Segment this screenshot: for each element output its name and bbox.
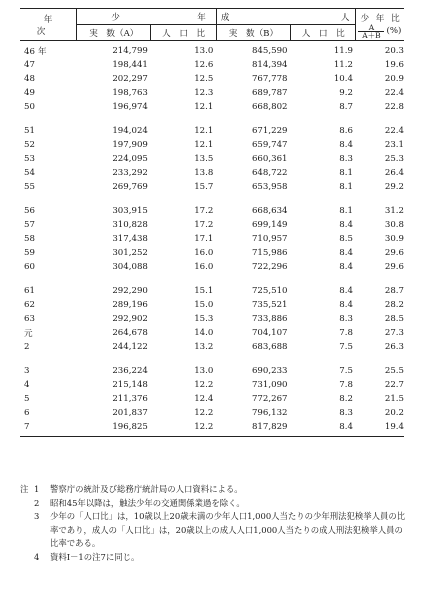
notes-label: [20, 497, 34, 511]
year-value: 62: [24, 300, 35, 310]
youth-count-cell: 233,292: [112, 168, 148, 178]
youth-count-cell: 292,290: [112, 286, 148, 296]
ratio-title: 少 年 比: [360, 13, 402, 24]
year-cell: [20, 58, 77, 72]
table-row: [20, 204, 404, 218]
youth-ratio-cell: 29.6: [384, 262, 404, 272]
year-cell: [20, 166, 77, 180]
youth-rate-cell: 15.3: [194, 314, 214, 324]
adult-rate-cell: 10.4: [333, 74, 353, 84]
table-row: [20, 406, 404, 420]
table-row: [20, 420, 404, 437]
table-row: [20, 86, 404, 100]
year-value: 55: [24, 182, 35, 192]
adult-count-cell: 733,886: [251, 314, 288, 324]
youth-count-cell: 198,763: [112, 88, 148, 98]
youth-count-cell: 310,828: [112, 220, 148, 230]
adult-rate-cell: 7.8: [339, 328, 353, 338]
year-value: 56: [24, 206, 35, 216]
note-number: 3: [34, 511, 40, 522]
youth-ratio-cell: 19.4: [356, 420, 404, 437]
youth-rate-cell: 12.1: [194, 140, 214, 150]
youth-count-cell: 289,196: [112, 300, 148, 310]
table-row: [20, 138, 404, 152]
adult-rate-cell: 8.3: [339, 314, 353, 324]
year-cell: [20, 260, 77, 274]
adult-rate-cell: 8.4: [339, 220, 353, 230]
adult-rate-cell: 8.1: [339, 206, 353, 216]
group-spacer: [20, 354, 404, 364]
year-cell: [20, 124, 77, 138]
year-cell: [20, 392, 77, 406]
youth-count-cell: 224,095: [112, 154, 148, 164]
adult-rate-cell: 8.2: [339, 394, 353, 404]
year-value: 58: [24, 234, 35, 244]
year-value: 6: [24, 408, 30, 418]
table-row: [20, 72, 404, 86]
youth-group-header: [77, 9, 217, 25]
year-value: 49: [24, 88, 35, 98]
adult-rate-cell: 8.6: [339, 126, 353, 136]
youth-ratio-cell: 22.4: [384, 126, 404, 136]
youth-rate-cell: 13.0: [194, 46, 214, 56]
youth-ratio-cell: 25.5: [384, 366, 404, 376]
table-row: [20, 41, 404, 59]
youth-ratio-cell: 20.9: [384, 74, 404, 84]
year-cell: [20, 100, 77, 114]
youth-rate-cell: 17.1: [194, 234, 214, 244]
youth-rate-cell: 12.5: [194, 74, 214, 84]
youth-rate-cell: 16.0: [194, 248, 214, 258]
year-value: 53: [24, 154, 35, 164]
youth-rate-cell: 12.2: [194, 380, 214, 390]
adult-count-cell: 659,747: [251, 140, 288, 150]
adult-rate-cell: 8.1: [339, 182, 353, 192]
youth-ratio-cell: 26.4: [384, 168, 404, 178]
youth-count-cell: 303,915: [112, 206, 148, 216]
table-row: [20, 218, 404, 232]
adult-count-cell: 817,829: [216, 420, 290, 437]
adult-count-cell: 735,521: [251, 300, 288, 310]
adult-rate-cell: 8.4: [291, 420, 356, 437]
year-value: 61: [24, 286, 35, 296]
notes-label: [20, 510, 34, 551]
youth-rate-cell: 16.0: [194, 262, 214, 272]
youth-ratio-cell: 22.7: [384, 380, 404, 390]
note-item: [20, 510, 410, 551]
year-cell: [20, 326, 77, 340]
youth-rate-cell: 12.4: [194, 394, 214, 404]
youth-rate-cell: 15.0: [194, 300, 214, 310]
adult-count-cell: 699,149: [251, 220, 288, 230]
youth-ratio-cell: 23.1: [384, 140, 404, 150]
year-value: 5: [24, 394, 30, 404]
juvenile-adult-offender-table: [20, 8, 404, 437]
adult-count-cell: 690,233: [251, 366, 288, 376]
year-cell: [20, 232, 77, 246]
adult-count-cell: 648,722: [251, 168, 288, 178]
adult-group-header: [216, 9, 356, 25]
year-column-header: 年 次: [20, 9, 77, 41]
notes-label: [20, 551, 34, 565]
adult-rate-cell: 8.4: [339, 262, 353, 272]
youth-rate-cell: 12.2: [151, 420, 216, 437]
adult-count-cell: 668,802: [251, 102, 288, 112]
adult-count-cell: 796,132: [251, 408, 288, 418]
note-item: [20, 551, 410, 565]
youth-count-cell: 196,825: [77, 420, 151, 437]
table-row: [20, 58, 404, 72]
year-cell: [20, 72, 77, 86]
youth-ratio-cell: 22.4: [384, 88, 404, 98]
adult-rate-cell: 11.2: [333, 60, 353, 70]
youth-count-cell: 236,224: [112, 366, 148, 376]
youth-count-cell: 214,799: [112, 46, 148, 56]
ratio-denominator: A＋B: [358, 31, 384, 39]
youth-rate-cell: 13.0: [194, 366, 214, 376]
year-cell: [20, 340, 77, 354]
adult-rate-cell: 8.3: [339, 154, 353, 164]
ratio-unit: (%): [386, 25, 402, 36]
table-row: [20, 166, 404, 180]
year-cell: [20, 378, 77, 392]
year-value: 7: [24, 422, 30, 432]
year-value: 57: [24, 220, 35, 230]
youth-count-cell: 211,376: [112, 394, 148, 404]
year-cell: [20, 41, 77, 59]
youth-count-cell: 244,122: [112, 342, 148, 352]
youth-ratio-cell: 22.8: [384, 102, 404, 112]
adult-rate-cell: 8.4: [339, 300, 353, 310]
youth-header-right: 年: [197, 12, 206, 23]
adult-count-cell: 722,296: [251, 262, 288, 272]
youth-ratio-cell: 25.3: [384, 154, 404, 164]
note-text: 少年の「人口比」は，10歳以上20歳未満の少年人口1,000人当たりの少年刑法犯検挙人員の比率であり，成人の「人口比」は，20歳以上の成人人口1,000人当たりの成人刑法犯検挙人員の比率である。: [50, 511, 406, 549]
adult-rate-cell: 8.4: [339, 140, 353, 150]
year-cell: [20, 406, 77, 420]
table-row: [20, 124, 404, 138]
youth-ratio-cell: 28.7: [384, 286, 404, 296]
youth-header-left: 少: [111, 12, 120, 23]
adult-rate-cell: 11.9: [333, 46, 353, 56]
year-cell: [20, 204, 77, 218]
adult-count-header: 実 数（B）: [216, 25, 290, 41]
youth-rate-cell: 15.7: [194, 182, 214, 192]
year-cell: [20, 152, 77, 166]
youth-rate-cell: 17.2: [194, 206, 214, 216]
youth-count-cell: 304,088: [112, 262, 148, 272]
ratio-numerator: A: [368, 22, 375, 32]
youth-count-cell: 197,909: [112, 140, 148, 150]
youth-rate-cell: 14.0: [194, 328, 214, 338]
note-item: [20, 483, 410, 497]
adult-count-cell: 683,688: [251, 342, 288, 352]
year-cell: [20, 420, 77, 437]
youth-count-cell: 194,024: [112, 126, 148, 136]
youth-count-cell: 198,441: [112, 60, 148, 70]
youth-count-cell: 196,974: [112, 102, 148, 112]
adult-rate-cell: 8.5: [339, 234, 353, 244]
youth-count-cell: 264,678: [112, 328, 148, 338]
table-row: [20, 232, 404, 246]
table-row: [20, 392, 404, 406]
youth-count-cell: 201,837: [112, 408, 148, 418]
table-row: [20, 100, 404, 114]
year-value: 4: [24, 380, 30, 390]
youth-count-cell: 292,902: [112, 314, 148, 324]
era-year-mark: 年: [38, 47, 47, 57]
year-cell: [20, 298, 77, 312]
table-row: [20, 364, 404, 378]
youth-rate-cell: 12.2: [194, 408, 214, 418]
adult-rate-cell: 7.8: [339, 380, 353, 390]
adult-header-right: 人: [340, 12, 350, 23]
youth-ratio-cell: 28.2: [384, 300, 404, 310]
note-text: 資料Ⅰ－1の注7に同じ。: [50, 551, 140, 562]
year-value: 52: [24, 140, 35, 150]
table-row: [20, 180, 404, 194]
table-body: [20, 41, 404, 437]
year-cell: [20, 180, 77, 194]
adult-count-cell: 715,986: [251, 248, 288, 258]
ratio-fraction: [358, 24, 384, 39]
youth-count-cell: 269,769: [112, 182, 148, 192]
adult-count-cell: 845,590: [251, 46, 288, 56]
youth-ratio-header: [356, 9, 404, 41]
youth-ratio-cell: 30.8: [384, 220, 404, 230]
year-value: 60: [24, 262, 35, 272]
youth-ratio-cell: 21.5: [384, 394, 404, 404]
adult-rate-header: 人 口 比: [291, 25, 356, 41]
notes-section: [20, 483, 410, 565]
note-number: 4: [34, 551, 40, 562]
adult-count-cell: 704,107: [251, 328, 288, 338]
year-cell: [20, 312, 77, 326]
adult-rate-cell: 8.7: [339, 102, 353, 112]
adult-count-cell: 772,267: [251, 394, 288, 404]
youth-rate-cell: 13.5: [194, 154, 214, 164]
note-item: [20, 497, 410, 511]
adult-count-cell: 725,510: [251, 286, 288, 296]
year-value: 47: [24, 60, 35, 70]
year-value: 48: [24, 74, 35, 84]
adult-count-cell: 668,634: [251, 206, 288, 216]
year-value: 63: [24, 314, 35, 324]
youth-rate-cell: 12.1: [194, 126, 214, 136]
year-value: 50: [24, 102, 35, 112]
year-value: 2: [24, 342, 30, 352]
youth-ratio-cell: 29.2: [384, 182, 404, 192]
adult-count-cell: 660,361: [251, 154, 288, 164]
adult-count-cell: 653,958: [251, 182, 288, 192]
year-value: 元: [24, 329, 33, 339]
youth-ratio-cell: 29.6: [384, 248, 404, 258]
adult-count-cell: 814,394: [251, 60, 288, 70]
youth-ratio-cell: 28.5: [384, 314, 404, 324]
youth-rate-cell: 13.8: [194, 168, 214, 178]
youth-ratio-cell: 27.3: [384, 328, 404, 338]
year-cell: [20, 138, 77, 152]
year-value: 54: [24, 168, 35, 178]
youth-rate-cell: 12.6: [194, 60, 214, 70]
adult-rate-cell: 8.4: [339, 286, 353, 296]
youth-count-cell: 202,297: [112, 74, 148, 84]
year-cell: [20, 246, 77, 260]
youth-count-cell: 317,438: [112, 234, 148, 244]
year-cell: [20, 218, 77, 232]
table-row: [20, 246, 404, 260]
youth-rate-cell: 12.3: [194, 88, 214, 98]
table-row: [20, 284, 404, 298]
adult-rate-cell: 9.2: [339, 88, 353, 98]
adult-rate-cell: 7.5: [339, 342, 353, 352]
youth-rate-cell: 13.2: [194, 342, 214, 352]
table-row: [20, 260, 404, 274]
year-cell: [20, 364, 77, 378]
note-text: 警察庁の統計及び総務庁統計局の人口資料による。: [50, 484, 243, 494]
notes-label: 注: [20, 484, 29, 494]
table-row: [20, 312, 404, 326]
group-spacer: [20, 114, 404, 124]
adult-count-cell: 710,957: [251, 234, 288, 244]
note-number: 1: [34, 484, 40, 494]
adult-rate-cell: 8.3: [339, 408, 353, 418]
youth-rate-cell: 17.2: [194, 220, 214, 230]
youth-rate-header: 人 口 比: [151, 25, 216, 41]
adult-rate-cell: 8.1: [339, 168, 353, 178]
youth-rate-cell: 15.1: [194, 286, 214, 296]
table-row: [20, 378, 404, 392]
youth-rate-cell: 12.1: [194, 102, 214, 112]
youth-ratio-cell: 19.6: [384, 60, 404, 70]
adult-rate-cell: 7.5: [339, 366, 353, 376]
youth-count-cell: 215,148: [112, 380, 148, 390]
youth-count-header: 実 数（A）: [77, 25, 151, 41]
year-cell: [20, 284, 77, 298]
note-number: 2: [34, 497, 40, 508]
adult-count-cell: 767,778: [251, 74, 288, 84]
adult-count-cell: 689,787: [251, 88, 288, 98]
youth-ratio-cell: 31.2: [384, 206, 404, 216]
adult-header-left: 成: [220, 12, 230, 23]
adult-count-cell: 671,229: [251, 126, 288, 136]
year-value: 46: [24, 47, 35, 57]
youth-ratio-cell: 26.3: [384, 342, 404, 352]
year-cell: [20, 86, 77, 100]
youth-ratio-cell: 20.2: [384, 408, 404, 418]
table-row: [20, 326, 404, 340]
year-value: 51: [24, 126, 35, 136]
adult-rate-cell: 8.4: [339, 248, 353, 258]
group-spacer: [20, 274, 404, 284]
table-row: [20, 152, 404, 166]
note-text: 昭和45年以降は，触法少年の交通関係業過を除く。: [50, 497, 245, 508]
youth-ratio-cell: 20.3: [384, 46, 404, 56]
adult-count-cell: 731,090: [251, 380, 288, 390]
group-spacer: [20, 194, 404, 204]
year-value: 3: [24, 366, 30, 376]
youth-ratio-cell: 30.9: [384, 234, 404, 244]
year-value: 59: [24, 248, 35, 258]
table-row: [20, 340, 404, 354]
youth-count-cell: 301,252: [112, 248, 148, 258]
table-row: [20, 298, 404, 312]
